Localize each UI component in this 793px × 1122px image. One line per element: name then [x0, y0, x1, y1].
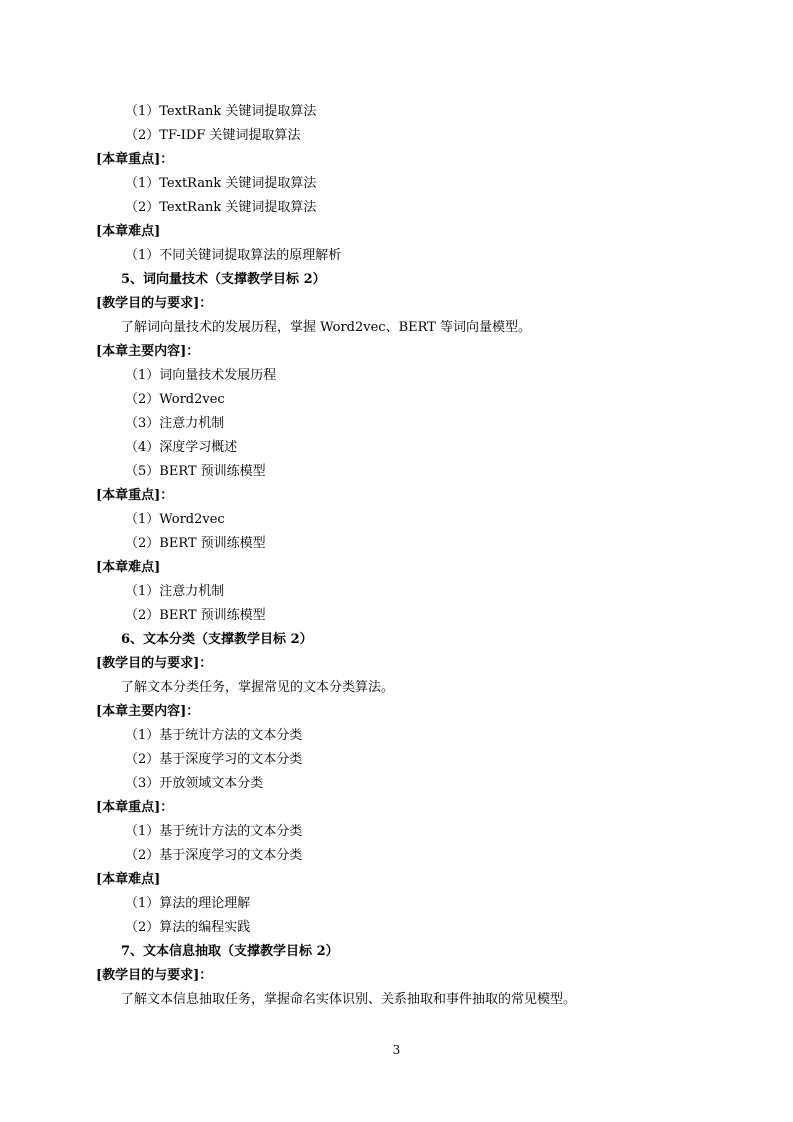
section-subheading: [本章主要内容]： [96, 344, 200, 359]
section-subheading: [教学目的与要求]： [96, 296, 213, 311]
section-subheading: [本章主要内容]： [96, 704, 200, 719]
section-subheading: [本章难点] [96, 560, 161, 575]
section-subheading: [本章难点] [96, 224, 161, 239]
list-item: （2）基于深度学习的文本分类 [125, 848, 303, 863]
list-item: （2）BERT 预训练模型 [125, 536, 266, 551]
paragraph: 了解文本分类任务，掌握常见的文本分类算法。 [121, 680, 395, 695]
list-item: （2）Word2vec [125, 392, 225, 407]
list-item: （1）注意力机制 [125, 584, 225, 599]
paragraph: 了解文本信息抽取任务，掌握命名实体识别、关系抽取和事件抽取的常见模型。 [121, 992, 577, 1007]
list-item: （1）TextRank 关键词提取算法 [125, 176, 317, 191]
section-subheading: [本章难点] [96, 872, 161, 887]
page-number: 3 [392, 1043, 401, 1057]
chapter-heading: 5、词向量技术（支撑教学目标 2） [121, 272, 326, 287]
list-item: （1）基于统计方法的文本分类 [125, 824, 303, 839]
list-item: （3）开放领域文本分类 [125, 776, 264, 791]
section-subheading: [本章重点]： [96, 488, 174, 503]
list-item: （1）词向量技术发展历程 [125, 368, 277, 383]
list-item: （2）基于深度学习的文本分类 [125, 752, 303, 767]
section-subheading: [本章重点]： [96, 800, 174, 815]
list-item: （2）算法的编程实践 [125, 920, 251, 935]
chapter-heading: 6、文本分类（支撑教学目标 2） [121, 632, 313, 647]
list-item: （2）BERT 预训练模型 [125, 608, 266, 623]
list-item: （5）BERT 预训练模型 [125, 464, 266, 479]
list-item: （1）Word2vec [125, 512, 225, 527]
list-item: （2）TF-IDF 关键词提取算法 [125, 128, 301, 143]
list-item: （1）算法的理论理解 [125, 896, 251, 911]
list-item: （1）TextRank 关键词提取算法 [125, 104, 317, 119]
list-item: （3）注意力机制 [125, 416, 225, 431]
list-item: （1）不同关键词提取算法的原理解析 [125, 248, 342, 263]
section-subheading: [本章重点]： [96, 152, 174, 167]
section-subheading: [教学目的与要求]： [96, 656, 213, 671]
list-item: （1）基于统计方法的文本分类 [125, 728, 303, 743]
paragraph: 了解词向量技术的发展历程，掌握 Word2vec、BERT 等词向量模型。 [121, 320, 531, 335]
section-subheading: [教学目的与要求]： [96, 968, 213, 983]
list-item: （4）深度学习概述 [125, 440, 238, 455]
chapter-heading: 7、文本信息抽取（支撑教学目标 2） [121, 944, 339, 959]
list-item: （2）TextRank 关键词提取算法 [125, 200, 317, 215]
